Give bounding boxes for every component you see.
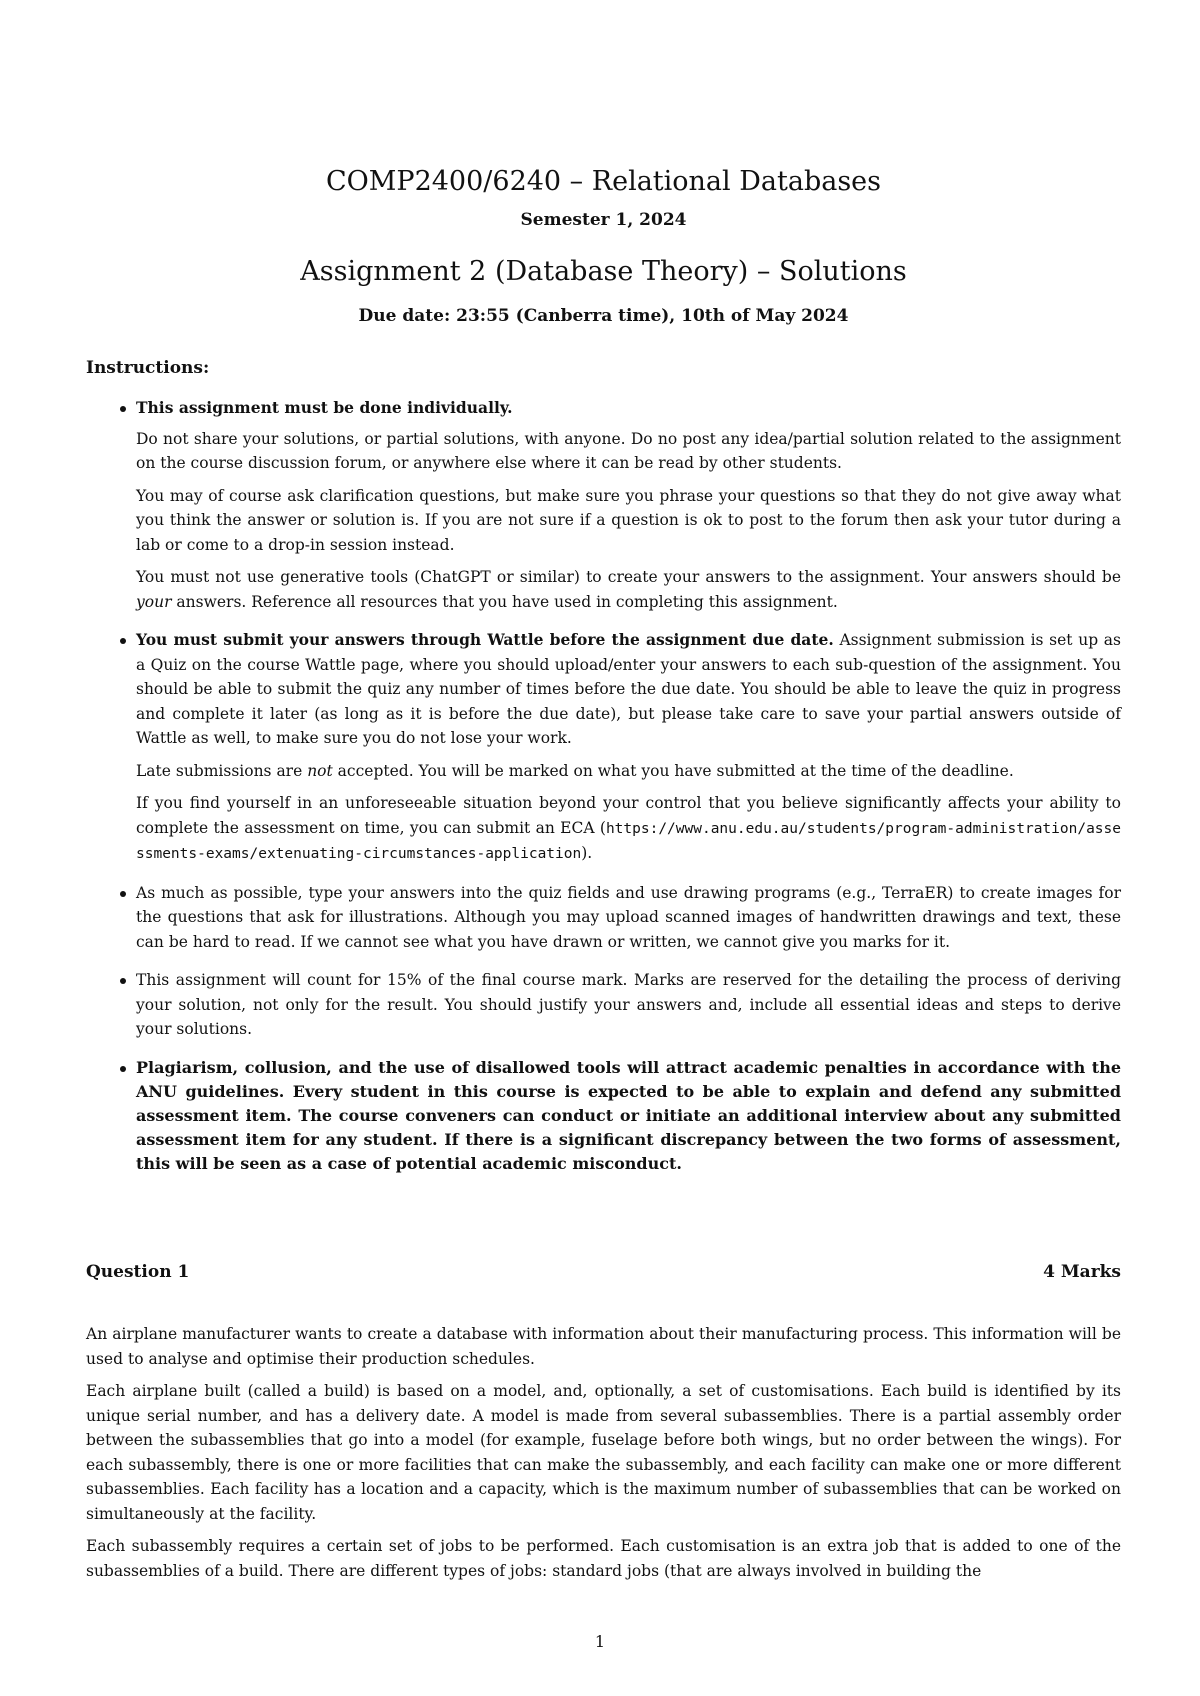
semester-label: Semester 1, 2024 xyxy=(520,210,687,230)
instruction-paragraph: If you find yourself in an unforeseeable situation beyond your control that you believe significantly affects your ability to complete the assessment on time, you can submit an ECA (https://www.anu.edu.au/students/program-administration/assessments-exams/extenuating-circumstances-application). xyxy=(136,794,1121,862)
instruction-item-plagiarism xyxy=(86,1056,1121,1176)
instruction-item-weighting xyxy=(86,968,1121,1042)
question-1-body xyxy=(86,1322,1121,1591)
question-1-header xyxy=(86,1262,1121,1282)
instruction-paragraph: As much as possible, type your answers into the quiz fields and use drawing programs (e.g., TerraER) to create images for the questions that ask for illustrations. Although you may upload scanned images of handwritten drawings and text, these can be hard to read. If we cannot see what you have drawn or written, we cannot give you marks for it. xyxy=(136,883,1121,951)
question-marks: 4 Marks xyxy=(1043,1262,1121,1282)
course-title: COMP2400/6240 – Relational Databases xyxy=(325,166,882,197)
instructions-list xyxy=(86,396,1121,1190)
question-paragraph: Each airplane built (called a build) is based on a model, and, optionally, a set of customisations. Each build is identified by its unique serial number, and has a delivery date. A model is made from several subassemblies. There is a partial assembly order between the subassemblies that go into a model (for example, fuselage before both wings, but no order between the wings). For each subassembly, there is one or more facilities that can make the subassembly, and each facility can make one or more different subassemblies. Each facility has a location and a capacity, which is the maximum number of subassemblies that can be worked on simultaneously at the facility. xyxy=(86,1382,1121,1523)
instruction-item-submission: You must submit your answers through Wattle before the assignment due date. Assignment submission is set up as a Quiz on the course Wattle page, where you should upload/enter your answers to each sub-question of the assignment. You should be able to submit the quiz any number of times before the due date. You should be able to leave the quiz in progress and complete it later (as long as it is before the due date), but please take care to save your partial answers outside of Wattle as well, to make sure you do not lose your work. Late submissions are not accepted. You will be marked on what you have submitted at the time of the deadline. If you find yourself in an unforeseeable situation beyond your control that you believe significantly affects your ability to complete the assessment on time, you can submit an ECA (https://www.anu.edu.au/students/program-administration/assessments-exams/extenuating-circumstances-application). xyxy=(86,628,1121,867)
instruction-lead: This assignment must be done individually. xyxy=(136,398,513,417)
instruction-paragraph: This assignment will count for 15% of the final course mark. Marks are reserved for the detailing the process of deriving your solution, not only for the result. You should justify your answers and, include all essential ideas and steps to derive your solutions. xyxy=(136,971,1121,1038)
instruction-paragraph: Do not share your solutions, or partial solutions, with anyone. Do no post any idea/partial solution related to the assignment on the course discussion forum, or anywhere else where it can be read by other students. xyxy=(136,429,1121,472)
question-label: Question 1 xyxy=(86,1262,190,1282)
page-number: 1 xyxy=(594,1632,606,1651)
instruction-paragraph: You may of course ask clarification questions, but make sure you phrase your questions so that they do not give away what you think the answer or solution is. If you are not sure if a question is ok to post to the forum then ask your tutor during a lab or come to a drop-in session instead. xyxy=(136,486,1121,554)
instruction-item-individual xyxy=(86,396,1121,614)
instruction-item-drawing xyxy=(86,881,1121,955)
emphasis-text: not xyxy=(307,761,333,780)
due-date: Due date: 23:55 (Canberra time), 10th of May 2024 xyxy=(358,306,849,326)
instructions-heading: Instructions: xyxy=(86,358,210,378)
instruction-paragraph: You must not use generative tools (ChatGPT or similar) to create your answers to the assignment. Your answers should be your answers. Reference all resources that you have used in completing this assignment. xyxy=(136,568,1121,611)
instruction-lead: You must submit your answers through Wattle before the assignment due date. xyxy=(136,630,834,649)
emphasis-text: your xyxy=(136,592,172,611)
question-paragraph: Each subassembly requires a certain set of jobs to be performed. Each customisation is an extra job that is added to one of the subassemblies of a build. There are different types of jobs: standard jobs (that are always involved in building the xyxy=(86,1537,1121,1580)
instruction-paragraph: Plagiarism, collusion, and the use of disallowed tools will attract academic penalties in accordance with the ANU guidelines. Every student in this course is expected to be able to explain and defend any submitted assessment item. The course conveners can conduct or initiate an additional interview about any submitted assessment item for any student. If there is a significant discrepancy between the two forms of assessment, this will be seen as a case of potential academic misconduct. xyxy=(136,1057,1121,1173)
question-paragraph: An airplane manufacturer wants to create a database with information about their manufacturing process. This information will be used to analyse and optimise their production schedules. xyxy=(86,1325,1121,1368)
assignment-title: Assignment 2 (Database Theory) – Solutions xyxy=(300,256,907,287)
eca-link[interactable]: https://www.anu.edu.au/students/program-administration/assessments-exams/extenuating-circumstances-application xyxy=(136,820,1121,862)
instruction-paragraph: Late submissions are not accepted. You will be marked on what you have submitted at the time of the deadline. xyxy=(136,761,1014,780)
